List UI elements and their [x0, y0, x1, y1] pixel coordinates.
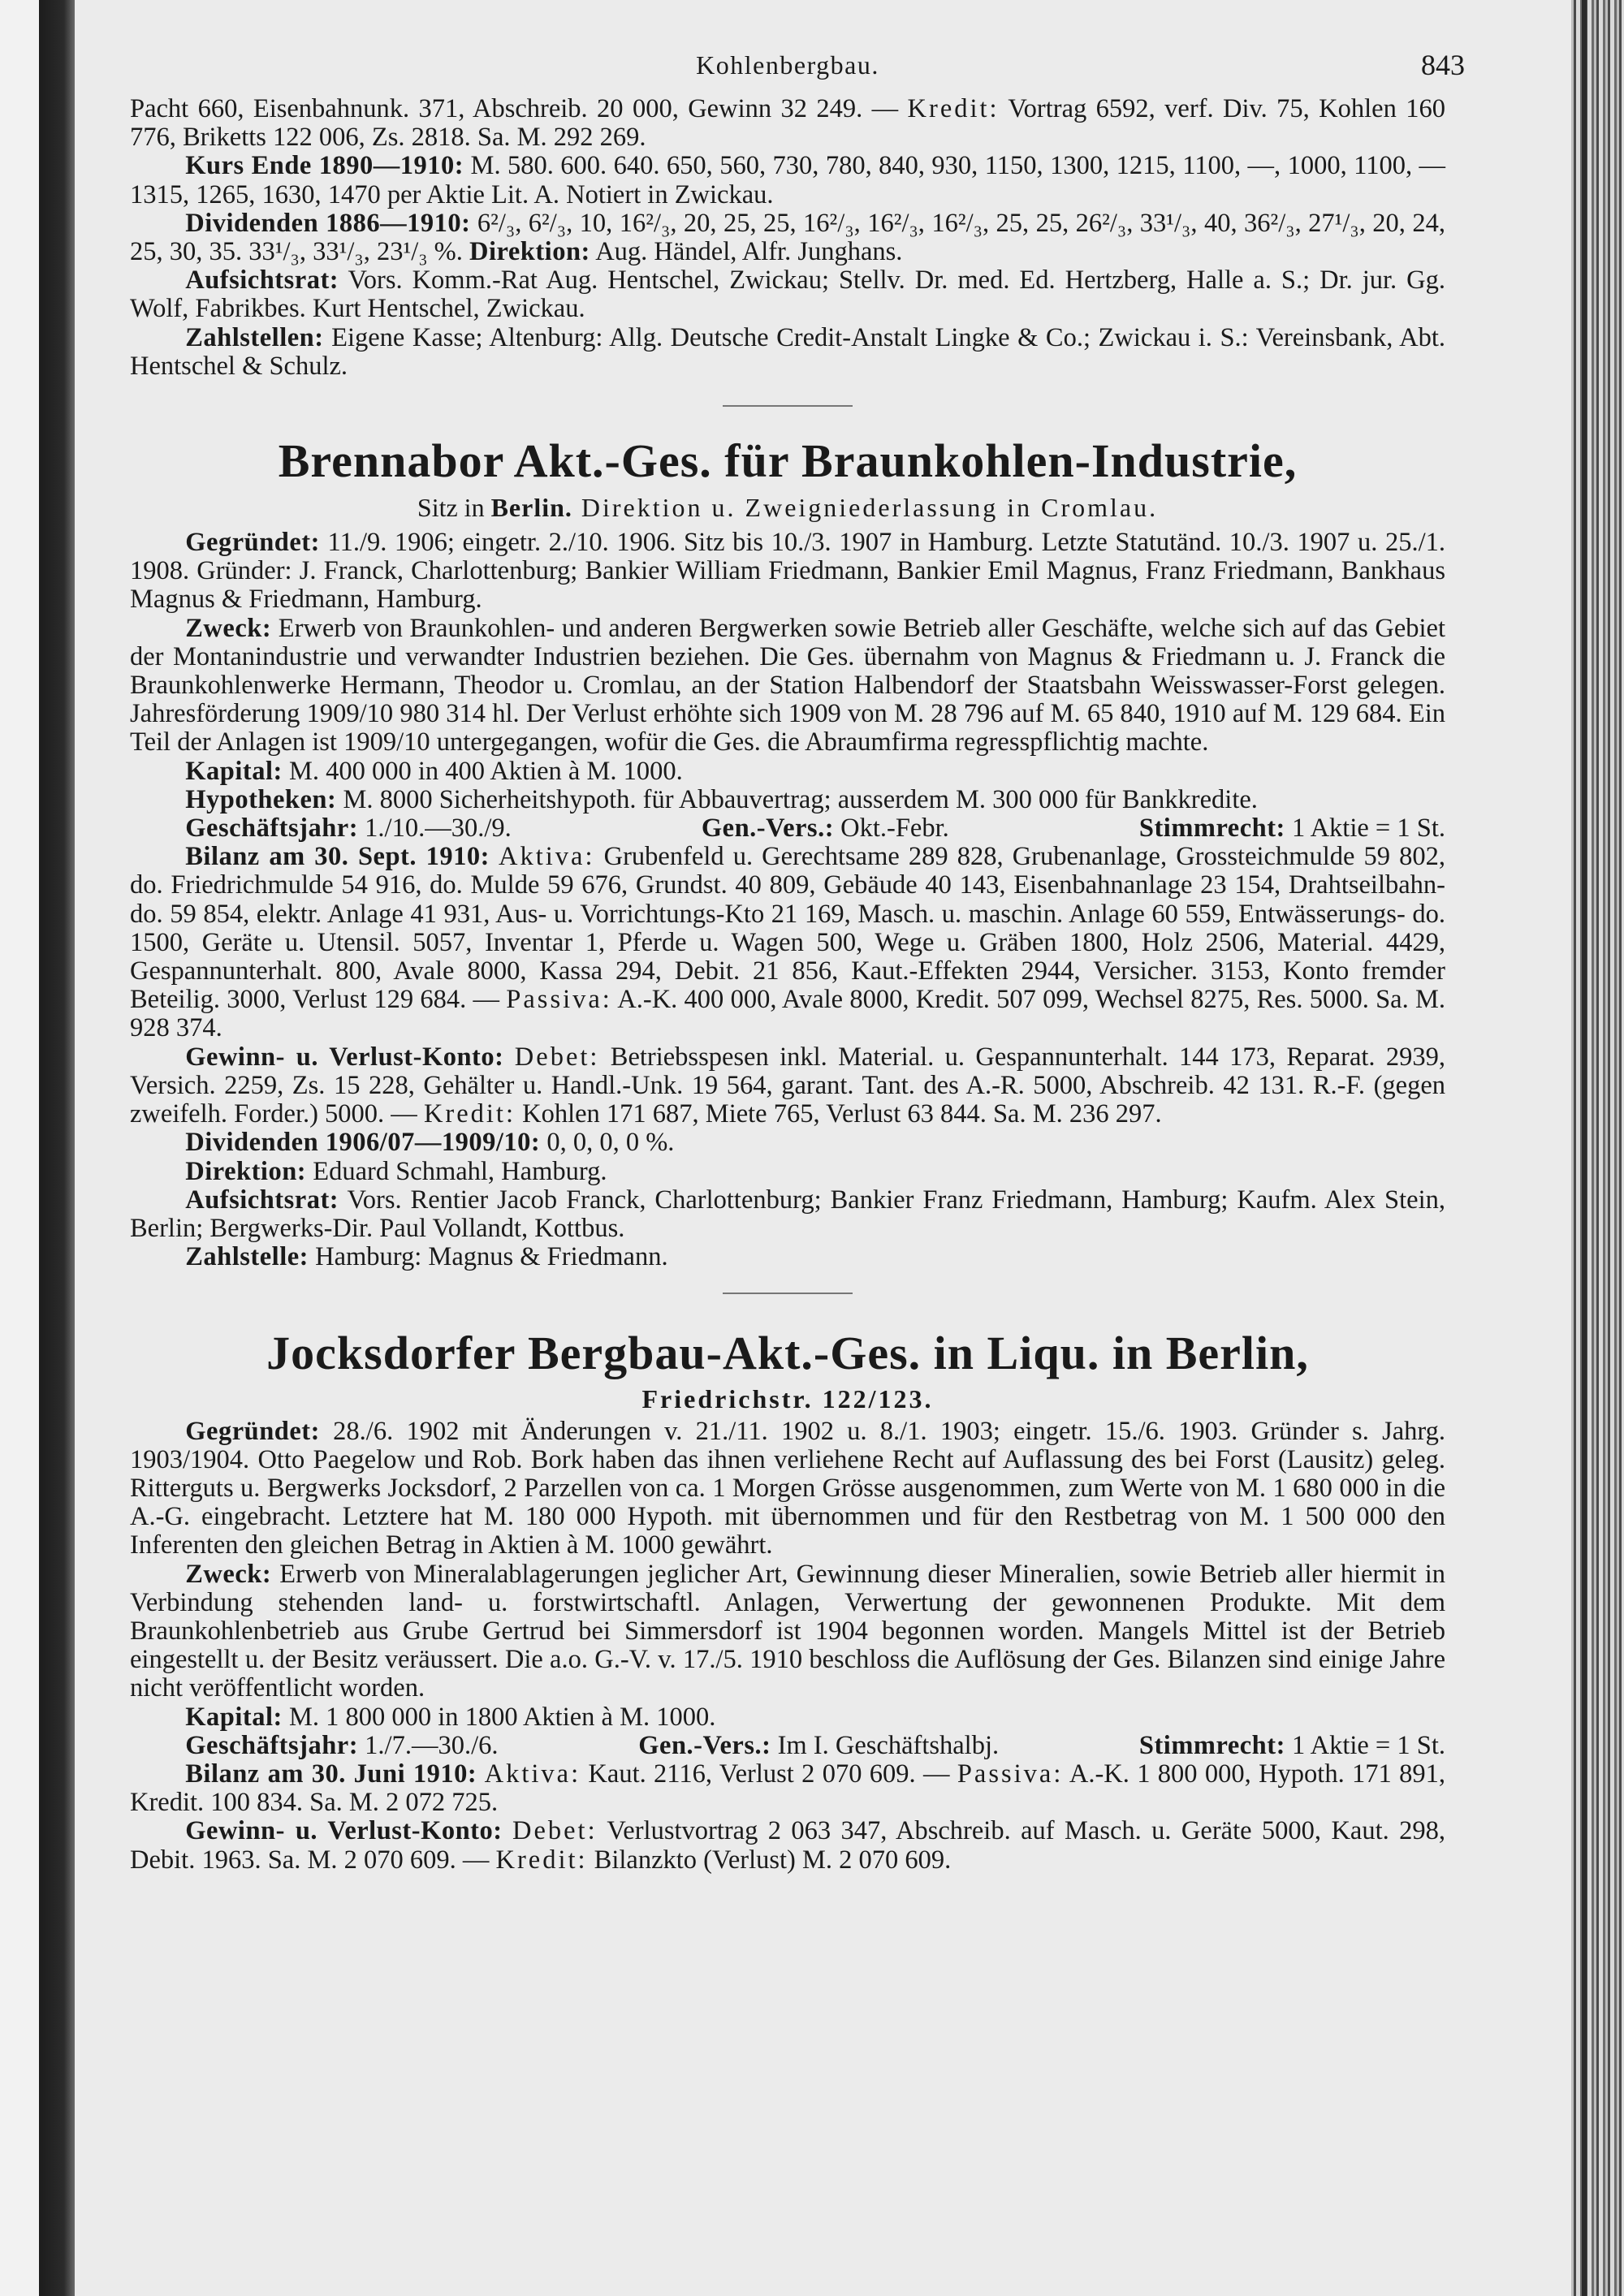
entry-jocksdorfer — [130, 1327, 1445, 1874]
section-divider — [723, 1293, 853, 1294]
brennabor-stimmrecht: Stimmrecht: 1 Aktie = 1 St. — [1138, 814, 1445, 844]
company-title-jocksdorfer: Jocksdorfer Bergbau-Akt.-Ges. in Liqu. in Berlin, — [266, 1327, 1309, 1380]
jocksdorfer-genvers: Gen.-Vers.: Im I. Geschäftshalbj. — [638, 1730, 1000, 1760]
brennabor-kapital: Kapital: M. 400 000 in 400 Aktien à M. 1000. — [185, 756, 683, 786]
brennabor-bilanz: Bilanz am 30. Sept. 1910: Aktiva: Grubenfeld u. Gerechtsame 289 828, Grubenanlage, Grossteichmulde 59 802, do. Friedrichmulde 54 916, do. Mulde 59 676, Grundst. 40 809, Gebäude 40 143, Eisenbahnanlage 23 154, Drahtseilbahn- do. 59 854, elektr. Anlage 41 931, Aus- u. Vorrichtungs-Kto 21 169, Masch. u. maschin. Anlage 60 559, Entwässerungs- do. 1500, Geräte u. Utensil. 5057, Inventar 1, Pferde u. Wagen 500, Wege u. Gräben 1800, Holz 2506, Material. 4429, Gespannunterhalt. 800, Avale 8000, Kassa 294, Debit. 21 856, Kaut.-Effekten 2944, Versicher. 3153, Konto fremder Beteilig. 3000, Verlust 129 684. — Passiva: A.-K. 400 000, Avale 8000, Kredit. 507 099, Wechsel 8275, Res. 5000. Sa. M. 928 374. — [130, 842, 1446, 1043]
brennabor-geschaeftsjahr: Geschäftsjahr: 1./10.—30./9. — [185, 814, 512, 844]
prev-zahlstellen: Zahlstellen: Eigene Kasse; Altenburg: Allg. Deutsche Credit-Anstalt Lingke & Co.; Zwickau i. S.: Vereinsbank, Abt. Hentschel & Schulz. — [130, 322, 1445, 381]
brennabor-guv: Gewinn- u. Verlust-Konto: Debet: Betriebsspesen inkl. Material. u. Gespannunterhalt. 144 173, Reparat. 2939, Versich. 2259, Zs. 15 228, Gehälter u. Handl.-Unk. 19 564, garant. Tant. des A.-R. 5000, Abschreib. 42 131. R.-F. (gegen zweifelh. Forder.) 5000. — Kredit: Kohlen 171 687, Miete 765, Verlust 63 844. Sa. M. 236 297. — [130, 1042, 1445, 1129]
brennabor-meeting-info — [130, 814, 1445, 843]
jocksdorfer-gegruendet: Gegründet: 28./6. 1902 mit Änderungen v. 21./11. 1902 u. 8./1. 1903; eingetr. 15./6. 1903. Gründer s. Jahrg. 1903/1904. Otto Paegelow und Rob. Bork haben das ihnen verliehene Recht auf Auflassung des bei Forst (Lausitz) geleg. Ritterguts u. Bergwerks Jocksdorf, 2 Parzellen von ca. 1 Morgen Grösse ausgenommen, zum Werte von M. 1 680 000 in die A.-G. eingebracht. Letztere hat M. 180 000 Hypoth. mit übernommen und für den Restbetrag von M. 1 500 000 den Inferenten den gleichen Betrag in Aktien à M. 1000 gewährt. — [130, 1416, 1445, 1560]
company-title-brennabor: Brennabor Akt.-Ges. für Braunkohlen-Industrie, — [278, 434, 1298, 488]
section-divider — [723, 405, 853, 407]
page-number: 843 — [1421, 49, 1465, 81]
company-seat-brennabor: Sitz in Berlin. Direktion u. Zweigniederlassung in Cromlau. — [417, 493, 1159, 523]
brennabor-genvers: Gen.-Vers.: Okt.-Febr. — [701, 814, 949, 844]
page-margin-left — [0, 0, 39, 2296]
brennabor-gegruendet: Gegründet: 11./9. 1906; eingetr. 2./10. 1906. Sitz bis 10./3. 1907 in Hamburg. Letzte Statutänd. 10./3. 1907 u. 25./1. 1908. Gründer: J. Franck, Charlottenburg; Bankier William Friedmann, Bankier Emil Magnus, Franz Friedmann, Bankhaus Magnus & Friedmann, Hamburg. — [130, 528, 1445, 615]
prev-kurs: Kurs Ende 1890—1910: M. 580. 600. 640. 650, 560, 730, 780, 840, 930, 1150, 1300, 1215, 1100, —, 1000, 1100, — 1315, 1265, 1630, 1470 per Aktie Lit. A. Notiert in Zwickau. — [130, 151, 1445, 209]
running-head-title: Kohlenbergbau. — [696, 50, 879, 80]
jocksdorfer-zweck: Zweck: Erwerb von Mineralablagerungen jeglicher Art, Gewinnung dieser Mineralien, sowie Betrieb aller hiermit in Verbindung stehenden land- u. forstwirtschaftl. Anlagen, Verwertung der gewonnenen Produkte. Mit dem Braunkohlenbetrieb aus Grube Gertrud bei Simmersdorf ist 1904 begonnen worden. Mangels Mittel ist der Betrieb eingestellt u. der Besitz veräussert. Die a.o. G.-V. v. 17./5. 1910 beschloss die Auflösung der Ges. Bilanzen sind einige Jahre nicht veröffentlicht worden. — [130, 1559, 1445, 1703]
entry-brennabor — [130, 434, 1445, 1271]
brennabor-direktion: Direktion: Eduard Schmahl, Hamburg. — [185, 1156, 607, 1186]
jocksdorfer-guv: Gewinn- u. Verlust-Konto: Debet: Verlustvortrag 2 063 347, Abschreib. auf Masch. u. Geräte 5000, Kaut. 298, Debit. 1963. Sa. M. 2 070 609. — Kredit: Bilanzkto (Verlust) M. 2 070 609. — [130, 1816, 1446, 1875]
running-head — [130, 45, 1465, 92]
page-edge-line — [1582, 0, 1587, 2296]
company-address-jocksdorfer: Friedrichstr. 122/123. — [641, 1384, 934, 1414]
brennabor-zahlstelle: Zahlstelle: Hamburg: Magnus & Friedmann. — [185, 1242, 668, 1272]
jocksdorfer-kapital: Kapital: M. 1 800 000 in 1800 Aktien à M. 1000. — [185, 1702, 716, 1732]
book-page-edges — [1571, 0, 1624, 2296]
jocksdorfer-meeting-info — [130, 1732, 1445, 1760]
book-spine-shadow — [39, 0, 75, 2296]
brennabor-zweck: Zweck: Erwerb von Braunkohlen- und anderen Bergwerken sowie Betrieb aller Geschäfte, welche sich auf das Gebiet der Montanindustrie und verwandter Industrien beziehen. Die Ges. übernahm von Magnus & Friedmann u. J. Franck die Braunkohlenwerke Hermann, Theodor u. Cromlau, an der Station Halbendorf der Staatsbahn Weisswasser-Forst gelegen. Jahresförderung 1909/10 980 314 hl. Der Verlust erhöhte sich 1909 von M. 28 796 auf M. 65 840, 1910 auf M. 129 684. Ein Teil der Anlagen ist 1909/10 untergegangen, wofür die Ges. die Abraumfirma regresspflichtig machte. — [130, 613, 1445, 757]
brennabor-hypotheken: Hypotheken: M. 8000 Sicherheitshypoth. für Abbauvertrag; ausserdem M. 300 000 für Bankkredite. — [185, 784, 1258, 814]
jocksdorfer-geschaeftsjahr: Geschäftsjahr: 1./7.—30./6. — [185, 1730, 499, 1760]
brennabor-aufsichtsrat: Aufsichtsrat: Vors. Rentier Jacob Franck, Charlottenburg; Bankier Franz Friedmann, Hamburg; Kaufm. Alex Stein, Berlin; Bergwerks-Dir. Paul Vollandt, Kottbus. — [130, 1185, 1445, 1243]
prev-aufsichtsrat: Aufsichtsrat: Vors. Komm.-Rat Aug. Hentschel, Zwickau; Stellv. Dr. med. Ed. Hertzberg, Halle a. S.; Dr. jur. Gg. Wolf, Fabrikbes. Kurt Hentschel, Zwickau. — [130, 265, 1445, 324]
book-page — [130, 45, 1465, 1875]
prev-dividenden: Dividenden 1886—1910: 6²/₃, 6²/₃, 10, 16²/₃, 20, 25, 25, 16²/₃, 16²/₃, 16²/₃, 25, 25, 26²/₃, 33¹/₃, 40, 36²/₃, 27¹/₃, 20, 24, 25, 30, 35. 33¹/₃, 33¹/₃, 23¹/₃ %. Direktion: Aug. Händel, Alfr. Junghans. — [130, 208, 1445, 267]
brennabor-dividenden: Dividenden 1906/07—1909/10: 0, 0, 0, 0 %. — [185, 1128, 675, 1158]
prev-intro: Pacht 660, Eisenbahnunk. 371, Abschreib. 20 000, Gewinn 32 249. — Kredit: Vortrag 6592, verf. Div. 75, Kohlen 160 776, Briketts 122 006, Zs. 2818. Sa. M. 292 269. — [130, 94, 1445, 153]
jocksdorfer-bilanz: Bilanz am 30. Juni 1910: Aktiva: Kaut. 2116, Verlust 2 070 609. — Passiva: A.-K. 1 800 000, Hypoth. 171 891, Kredit. 100 834. Sa. M. 2 072 725. — [130, 1759, 1445, 1818]
jocksdorfer-stimmrecht: Stimmrecht: 1 Aktie = 1 St. — [1138, 1730, 1445, 1760]
previous-entry — [130, 95, 1445, 381]
